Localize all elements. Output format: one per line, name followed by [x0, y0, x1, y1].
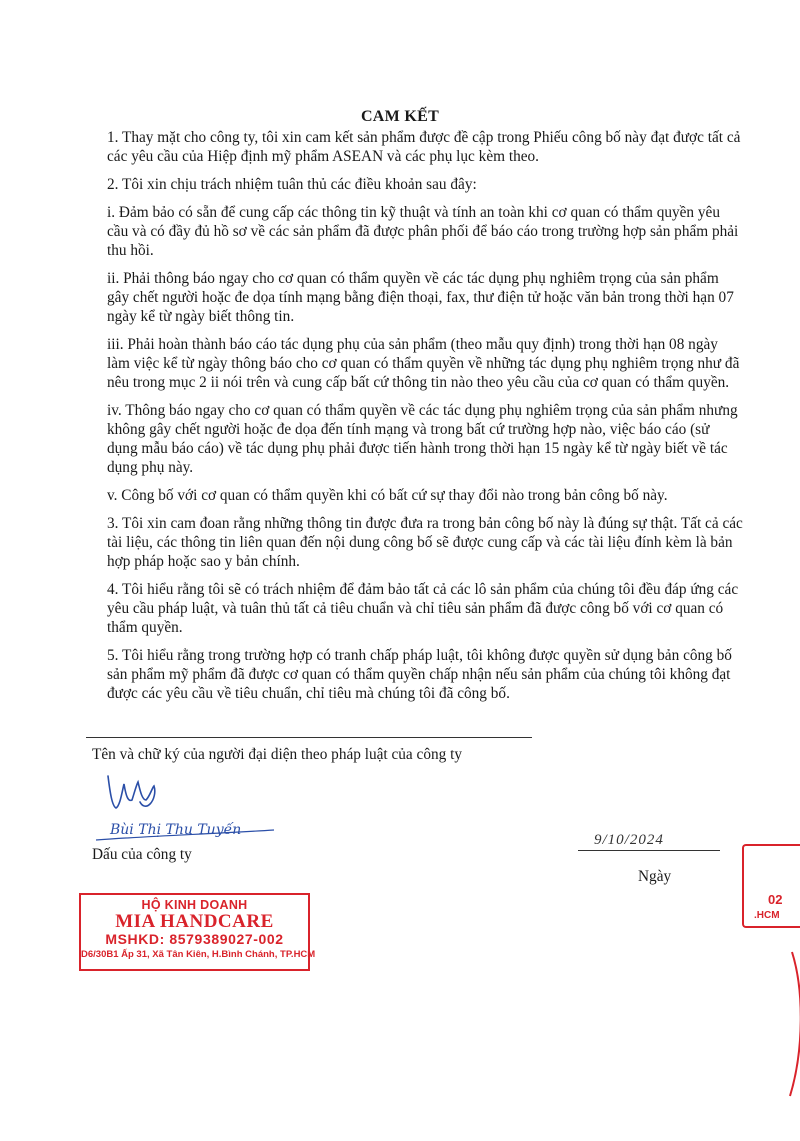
stamp-line-address: D6/30B1 Ấp 31, Xã Tân Kiên, H.Bình Chánh, TP.HCM [81, 949, 316, 960]
stamp-line-business: HỘ KINH DOANH [141, 898, 248, 912]
paragraph-2-i: i. Đảm bảo có sẵn để cung cấp các thông tin kỹ thuật và tính an toàn khi cơ quan có thẩm quyền yêu cầu và có đầy đủ hồ sơ về các sản phẩm đã được phân phối để báo cáo trong trường hợp sản phẩm phải thu hồi. [107, 204, 739, 259]
document-body [107, 128, 743, 712]
edge-stamp-text-2: .HCM [754, 910, 780, 921]
handwritten-date: 9/10/2024 [594, 832, 664, 848]
document-title: CAM KẾT [360, 108, 440, 125]
date-label: Ngày [638, 868, 672, 885]
paragraph-1: 1. Thay mặt cho công ty, tôi xin cam kết sản phẩm được đề cập trong Phiếu công bố này đạt được tất cả các yêu cầu của Hiệp định mỹ phẩm ASEAN và các phụ lục kèm theo. [107, 129, 741, 165]
paragraph-2-v: v. Công bố với cơ quan có thẩm quyền khi có bất cứ sự thay đổi nào trong bản công bố này. [107, 487, 668, 504]
paragraph-3: 3. Tôi xin cam đoan rằng những thông tin được đưa ra trong bản công bố này là đúng sự thật. Tất cả các tài liệu, các thông tin liên quan đến nội dung công bố sẽ được cung cấp và các tài liệu đính kèm là bản hợp pháp hoặc sao y bản chính. [107, 515, 743, 570]
paragraph-2: 2. Tôi xin chịu trách nhiệm tuân thủ các điều khoản sau đây: [107, 176, 477, 193]
company-seal-label: Dấu của công ty [92, 846, 192, 863]
signature-scribble [108, 776, 155, 808]
paragraph-2-iv: iv. Thông báo ngay cho cơ quan có thẩm quyền về các tác dụng phụ nghiêm trọng của sản phẩm nhưng không gây chết người hoặc đe dọa đến tính mạng và trong bất cứ trường hợp nào, việc báo cáo (sử dụng mẫu báo cáo) về tác dụng phụ phải được tiến hành trong thời hạn 15 ngày kể từ ngày biết về tác dụng phụ này. [107, 402, 738, 476]
date-line [578, 850, 720, 851]
edge-stamp-text-1: 02 [768, 892, 783, 907]
paragraph-5: 5. Tôi hiểu rằng trong trường hợp có tranh chấp pháp luật, tôi không được quyền sử dụng bản công bố sản phẩm mỹ phẩm đã được cơ quan có thẩm quyền chấp nhận nếu sản phẩm của chúng tôi không đạt được các yêu cầu về tiêu chuẩn, chỉ tiêu mà chúng tôi đã công bố. [107, 647, 732, 702]
paragraph-2-ii: ii. Phải thông báo ngay cho cơ quan có thẩm quyền về các tác dụng phụ nghiêm trọng của sản phẩm gây chết người hoặc đe dọa tính mạng bằng điện thoại, fax, thư điện tử hoặc văn bản trong thời hạn 07 ngày kể từ ngày biết thông tin. [107, 270, 734, 325]
edge-stamp [742, 844, 800, 928]
company-stamp [79, 893, 316, 971]
signature-name: Bùi Thị Thu Tuyến [110, 822, 242, 838]
signature-divider [86, 737, 532, 738]
paragraph-4: 4. Tôi hiểu rằng tôi sẽ có trách nhiệm để đảm bảo tất cả các lô sản phẩm của chúng tôi đều đáp ứng các yêu cầu pháp luật, và tuân thủ tất cả tiêu chuẩn và chỉ tiêu sản phẩm đã được công bố với cơ quan có thẩm quyền. [107, 581, 739, 636]
stamp-line-code: MSHKD: 8579389027-002 [105, 931, 284, 947]
handwritten-signature [90, 770, 290, 850]
stamp-line-name: MIA HANDCARE [115, 911, 274, 932]
signature-label: Tên và chữ ký của người đại diện theo pháp luật của công ty [92, 746, 463, 763]
paragraph-2-iii: iii. Phải hoàn thành báo cáo tác dụng phụ của sản phẩm (theo mẫu quy định) trong thời hạn 08 ngày làm việc kể từ ngày thông báo cho cơ quan có thẩm quyền về những tác dụng phụ nghiêm trọng như đã nêu trong mục 2 ii nói trên và cung cấp bất cứ thông tin nào theo yêu cầu của cơ quan có thẩm quyền. [107, 336, 740, 391]
partial-seal-arc [770, 950, 800, 1100]
